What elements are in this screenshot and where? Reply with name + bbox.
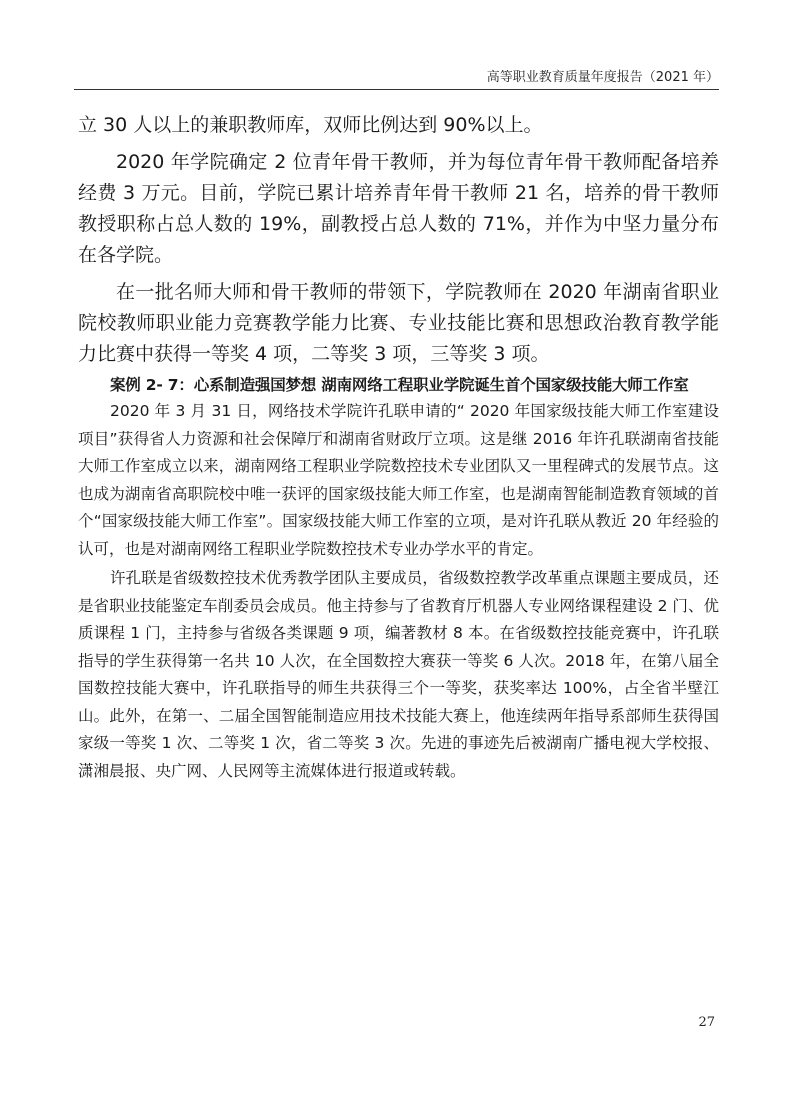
body-text [78, 110, 719, 785]
paragraph-young-teachers: 2020 年学院确定 2 位青年骨干教师，并为每位青年骨干教师配备培养经费 3 万元。目前，学院已累计培养青年骨干教师 21 名，培养的骨干教师教授职称占总人数的 19%，副教授占总人数的 71%，并作为中坚力量分布在各学院。 [78, 151, 719, 266]
header-rule [74, 89, 719, 90]
paragraph-competition-awards: 在一批名师大师和骨干教师的带领下，学院教师在 2020 年湖南省职业院校教师职业能力竞赛教学能力比赛、专业技能比赛和思想政治教育教学能力比赛中获得一等奖 4 项，二等奖 3 项，三等奖 3 项。 [78, 281, 719, 365]
case-paragraph-profile: 许孔联是省级数控技术优秀教学团队主要成员，省级数控教学改革重点课题主要成员，还是省职业技能鉴定车削委员会成员。他主持参与了省教育厅机器人专业网络课程建设 2 门、优质课程 1 门，主持参与省级各类课题 9 项，编著教材 8 本。在省级数控技能竞赛中，许孔联指导的学生获得第一名共 10 人次，在全国数控大赛获一等奖 6 人次。2018 年，在第八届全国数控技能大赛中，许孔联指导的师生共获得三个一等奖，获奖率达 100%，占全省半壁江山。此外，在第一、二届全国智能制造应用技术技能大赛上，他连续两年指导系部师生获得国家级一等奖 1 次、二等奖 1 次，省二等奖 3 次。先进的事迹先后被湖南广播电视大学校报、潇湘晨报、央广网、人民网等主流媒体进行报道或转载。 [78, 569, 719, 780]
case-paragraph-studio: 2020 年 3 月 31 日，网络技术学院许孔联申请的“ 2020 年国家级技能大师工作室建设项目”获得省人力资源和社会保障厅和湖南省财政厅立项。这是继 2016 年许孔联湖南省技能大师工作室成立以来，湖南网络工程职业学院数控技术专业团队又一里程碑式的发展节点。这也成为湖南省高职院校中唯一获评的国家级技能大师工作室，也是湖南智能制造教育领域的首个“国家级技能大师工作室”。国家级技能大师工作室的立项，是对许孔联从教近 20 年经验的认可，也是对湖南网络工程职业学院数控技术专业办学水平的肯定。 [78, 402, 719, 558]
case-title: 案例 2- 7：心系制造强国梦想 湖南网络工程职业学院诞生首个国家级技能大师工作室 [110, 376, 689, 394]
page-number: 27 [698, 1015, 715, 1030]
running-header: 高等职业教育质量年度报告（2021 年） [486, 70, 719, 85]
paragraph-continuation: 立 30 人以上的兼职教师库，双师比例达到 90%以上。 [78, 114, 543, 136]
